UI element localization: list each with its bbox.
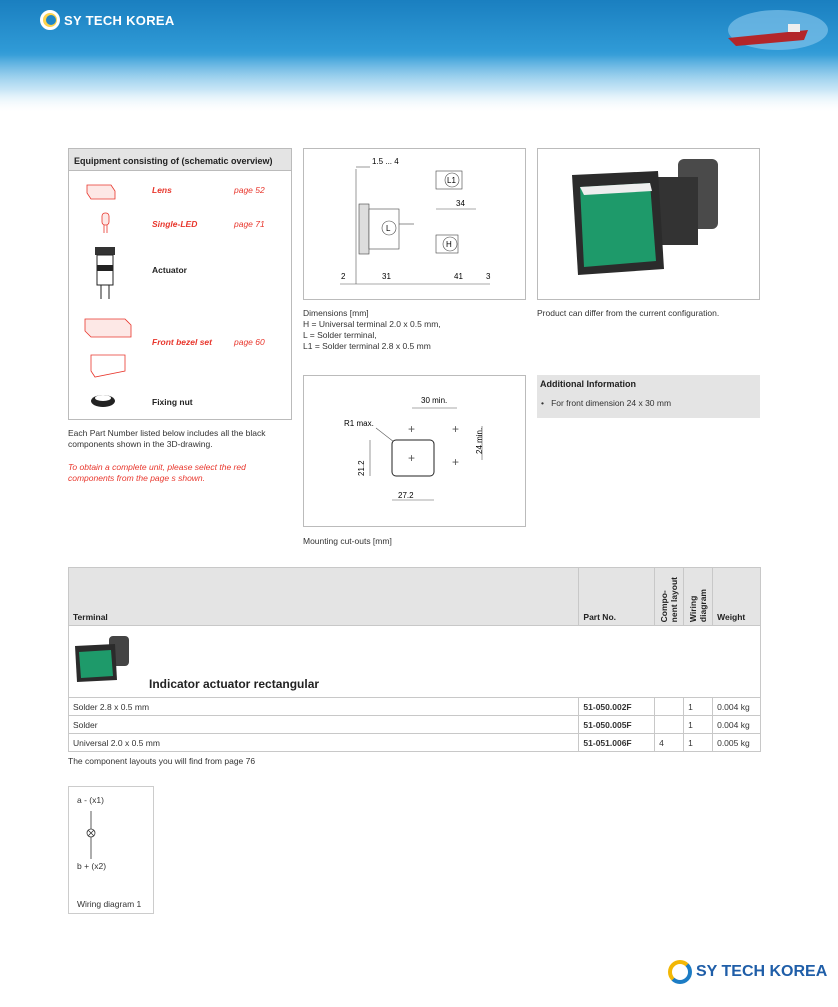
equipment-note: Each Part Number listed below includes all the black components shown in the 3D-drawing.: [68, 428, 266, 449]
category-row: [69, 626, 761, 698]
equipment-label: Lens: [152, 185, 172, 195]
dim-label-d3: 2: [341, 272, 346, 281]
equipment-panel: [68, 148, 292, 420]
lens-icon: [81, 179, 121, 205]
cell-part: 51-051.006F: [579, 734, 655, 752]
banner-wave: [0, 55, 838, 115]
front-bezel-icon: [81, 309, 141, 385]
caption-line: Dimensions [mm]: [303, 308, 369, 318]
table-footnote: The component layouts you will find from page 76: [68, 756, 256, 766]
cell-comp: [655, 698, 684, 716]
equipment-label: Single-LED: [152, 219, 198, 229]
equipment-label: Front bezel set: [152, 337, 212, 347]
equipment-item-bezel: [69, 309, 291, 385]
additional-title: Additional Information: [540, 379, 636, 389]
spec-table: [68, 567, 761, 752]
svg-text:+: +: [408, 451, 416, 465]
wiring-terminal-a: a - (x1): [77, 795, 104, 805]
cutout-label-hz: 27.2: [398, 491, 414, 500]
actuator-icon: [81, 243, 121, 303]
equipment-label: Actuator: [152, 265, 187, 275]
equipment-note-red: To obtain a complete unit, please select the red components from the page s shown.: [68, 462, 246, 483]
actuator-thumbnail: [73, 634, 133, 684]
cutout-label-h: 24 min.: [475, 427, 484, 454]
table-row: [69, 716, 761, 734]
dimension-drawing: [303, 148, 526, 300]
brand-logo-bottom: [668, 960, 827, 984]
equipment-title: Equipment consisting of (schematic overview): [69, 149, 291, 171]
wiring-caption: Wiring diagram 1: [77, 899, 142, 909]
table-header-row: [69, 568, 761, 626]
additional-item: • For front dimension 24 x 30 mm: [541, 398, 672, 408]
dim-label-L: L: [386, 224, 391, 233]
product-image: [538, 149, 759, 299]
equipment-page: page 60: [234, 337, 265, 347]
equipment-item-nut: [69, 389, 291, 415]
dim-label-d2: 34: [456, 199, 465, 208]
svg-text:+: +: [452, 455, 460, 469]
brand-name: SY TECH KOREA: [64, 12, 175, 28]
cell-weight: 0.004 kg: [713, 698, 761, 716]
svg-text:+: +: [452, 422, 460, 436]
cell-part: 51-050.002F: [579, 698, 655, 716]
cutout-drawing: [303, 375, 526, 527]
fixing-nut-icon: [81, 389, 121, 413]
col-weight: Weight: [713, 568, 761, 626]
caption-line: H = Universal terminal 2.0 x 0.5 mm,: [303, 319, 441, 329]
dim-label-H: H: [446, 240, 452, 249]
dimension-caption: [303, 308, 441, 352]
brand-logo-top: [40, 10, 175, 30]
cell-comp: [655, 716, 684, 734]
wiring-terminal-b: b + (x2): [77, 861, 107, 871]
cell-weight: 0.005 kg: [713, 734, 761, 752]
dim-label-L1: L1: [447, 176, 456, 185]
equipment-page: page 71: [234, 219, 265, 229]
cell-terminal: Solder 2.8 x 0.5 mm: [69, 698, 579, 716]
product-photo: [537, 148, 760, 300]
cell-part: 51-050.005F: [579, 716, 655, 734]
additional-item-text: For front dimension 24 x 30 mm: [551, 398, 672, 408]
led-icon: [81, 211, 121, 237]
col-terminal: Terminal: [69, 568, 579, 626]
equipment-item-actuator: [69, 243, 291, 303]
dim-label-d6: 3: [486, 272, 491, 281]
cell-weight: 0.004 kg: [713, 716, 761, 734]
cutout-caption: Mounting cut-outs [mm]: [303, 536, 392, 546]
equipment-item-lens: [69, 179, 291, 207]
logo-icon: [40, 10, 60, 30]
caption-line: L = Solder terminal,: [303, 330, 377, 340]
col-wiring: [684, 568, 713, 626]
dimension-svg: [304, 149, 525, 299]
ship-globe-icon: [708, 8, 828, 56]
cutout-label-v: 21.2: [357, 460, 366, 476]
category-title: Indicator actuator rectangular: [149, 677, 320, 691]
category-cell: [69, 626, 761, 698]
col-comp-label: Compo- nent layout: [659, 576, 680, 622]
cell-wiring: 1: [684, 734, 713, 752]
cutout-svg: [304, 376, 525, 526]
product-caption: Product can differ from the current configuration.: [537, 308, 720, 318]
col-wiring-label: Wiring diagram: [688, 588, 709, 622]
col-part: Part No.: [579, 568, 655, 626]
equipment-label: Fixing nut: [152, 397, 193, 407]
dim-label-d1: 1.5 ... 4: [372, 157, 399, 166]
caption-line: L1 = Solder terminal 2.8 x 0.5 mm: [303, 341, 431, 351]
dim-label-d4: 31: [382, 272, 391, 281]
cell-comp: 4: [655, 734, 684, 752]
equipment-item-led: [69, 211, 291, 239]
brand-name-bottom: SY TECH KOREA: [696, 963, 828, 980]
additional-info: [537, 375, 760, 418]
svg-text:+: +: [408, 422, 416, 436]
equipment-page: page 52: [234, 185, 265, 195]
header-banner: [0, 0, 838, 112]
cell-wiring: 1: [684, 716, 713, 734]
cell-wiring: 1: [684, 698, 713, 716]
col-comp: [655, 568, 684, 626]
cell-terminal: Solder: [69, 716, 579, 734]
cell-terminal: Universal 2.0 x 0.5 mm: [69, 734, 579, 752]
cutout-label-r: R1 max.: [344, 419, 374, 428]
dim-label-d5: 41: [454, 272, 463, 281]
table-row: [69, 734, 761, 752]
cutout-label-w: 30 min.: [421, 396, 448, 405]
table-row: [69, 698, 761, 716]
logo-ring-icon: [668, 960, 692, 984]
wiring-diagram: [68, 786, 154, 914]
